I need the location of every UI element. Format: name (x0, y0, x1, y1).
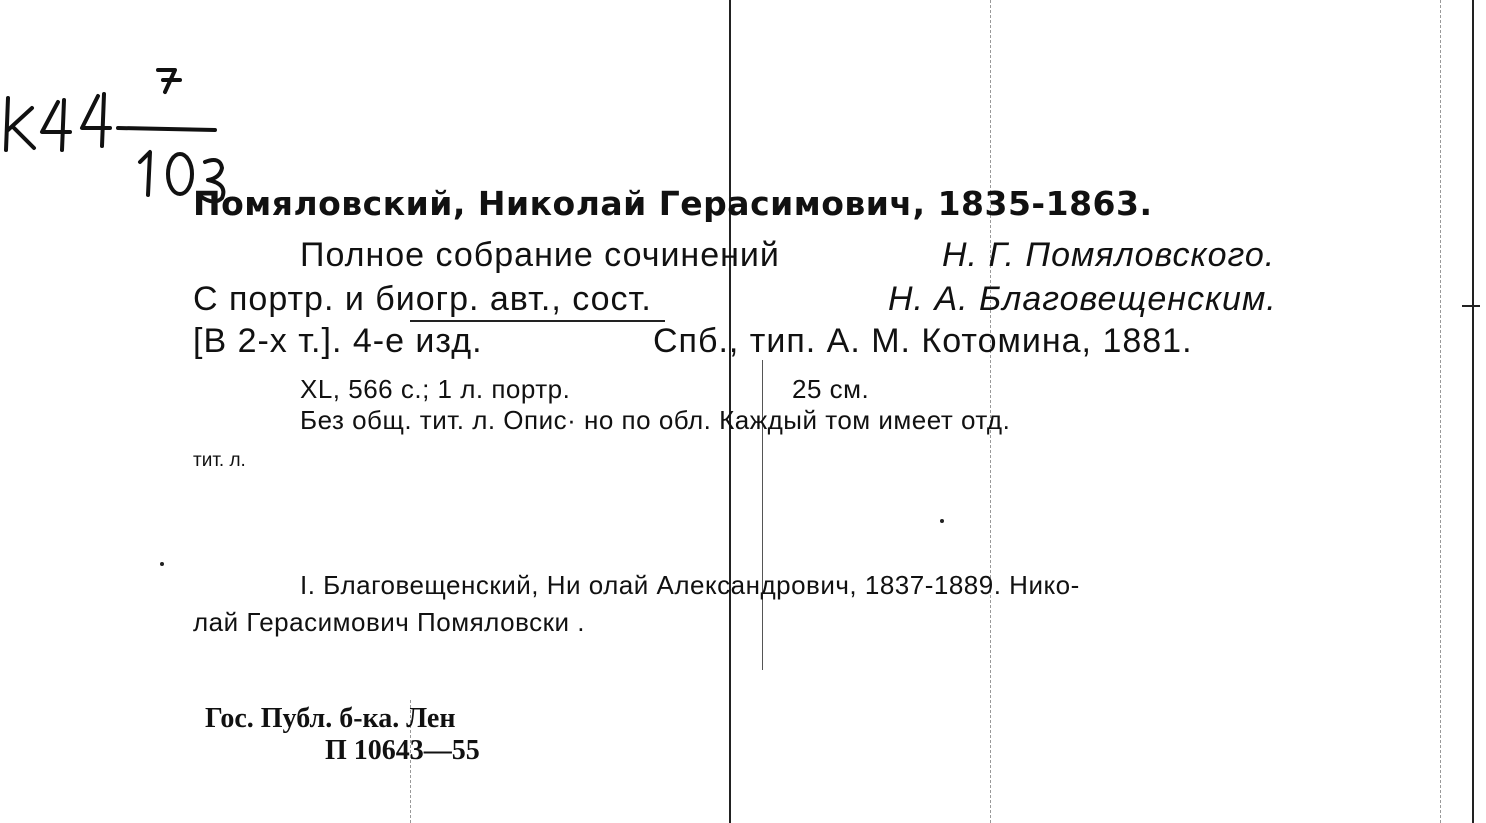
faint-rule-2 (1440, 0, 1441, 823)
library-stamp-line-2: П 10643—55 (325, 735, 480, 766)
title-line-1: Полное собрание сочинений (300, 236, 780, 274)
title-line-1-author: Н. Г. Помяловского. (942, 236, 1276, 274)
library-stamp-line-1: Гос. Публ. б-ка. Лен (205, 703, 456, 734)
right-edge-rule (1472, 0, 1474, 823)
tracing-line-2: лай Герасимович Помяловски . (193, 607, 585, 637)
speck (160, 562, 164, 566)
speck (940, 519, 944, 523)
edition-line: [В 2-х т.]. 4-е изд. (193, 322, 483, 360)
collation: XL, 566 с.; 1 л. портр. (300, 374, 571, 404)
entry-heading: Помяловский, Николай Герасимович, 1835-1863. (193, 184, 1153, 223)
tracing-line-1: I. Благовещенский, Ни олай Александрович, 1837-1889. Нико- (300, 570, 1080, 600)
note-line-1: Без общ. тит. л. Опис· но по обл. Каждый том имеет отд. (300, 405, 1011, 435)
edge-mark (1462, 305, 1480, 307)
title-line-2: С портр. и биогр. авт., сост. (193, 280, 652, 318)
title-line-2-compiler: Н. А. Благовещенским. (888, 280, 1277, 318)
publication-line: Спб., тип. А. М. Котомина, 1881. (653, 322, 1193, 360)
note-line-2: тит. л. (193, 450, 246, 471)
collation-size: 25 см. (792, 374, 870, 404)
